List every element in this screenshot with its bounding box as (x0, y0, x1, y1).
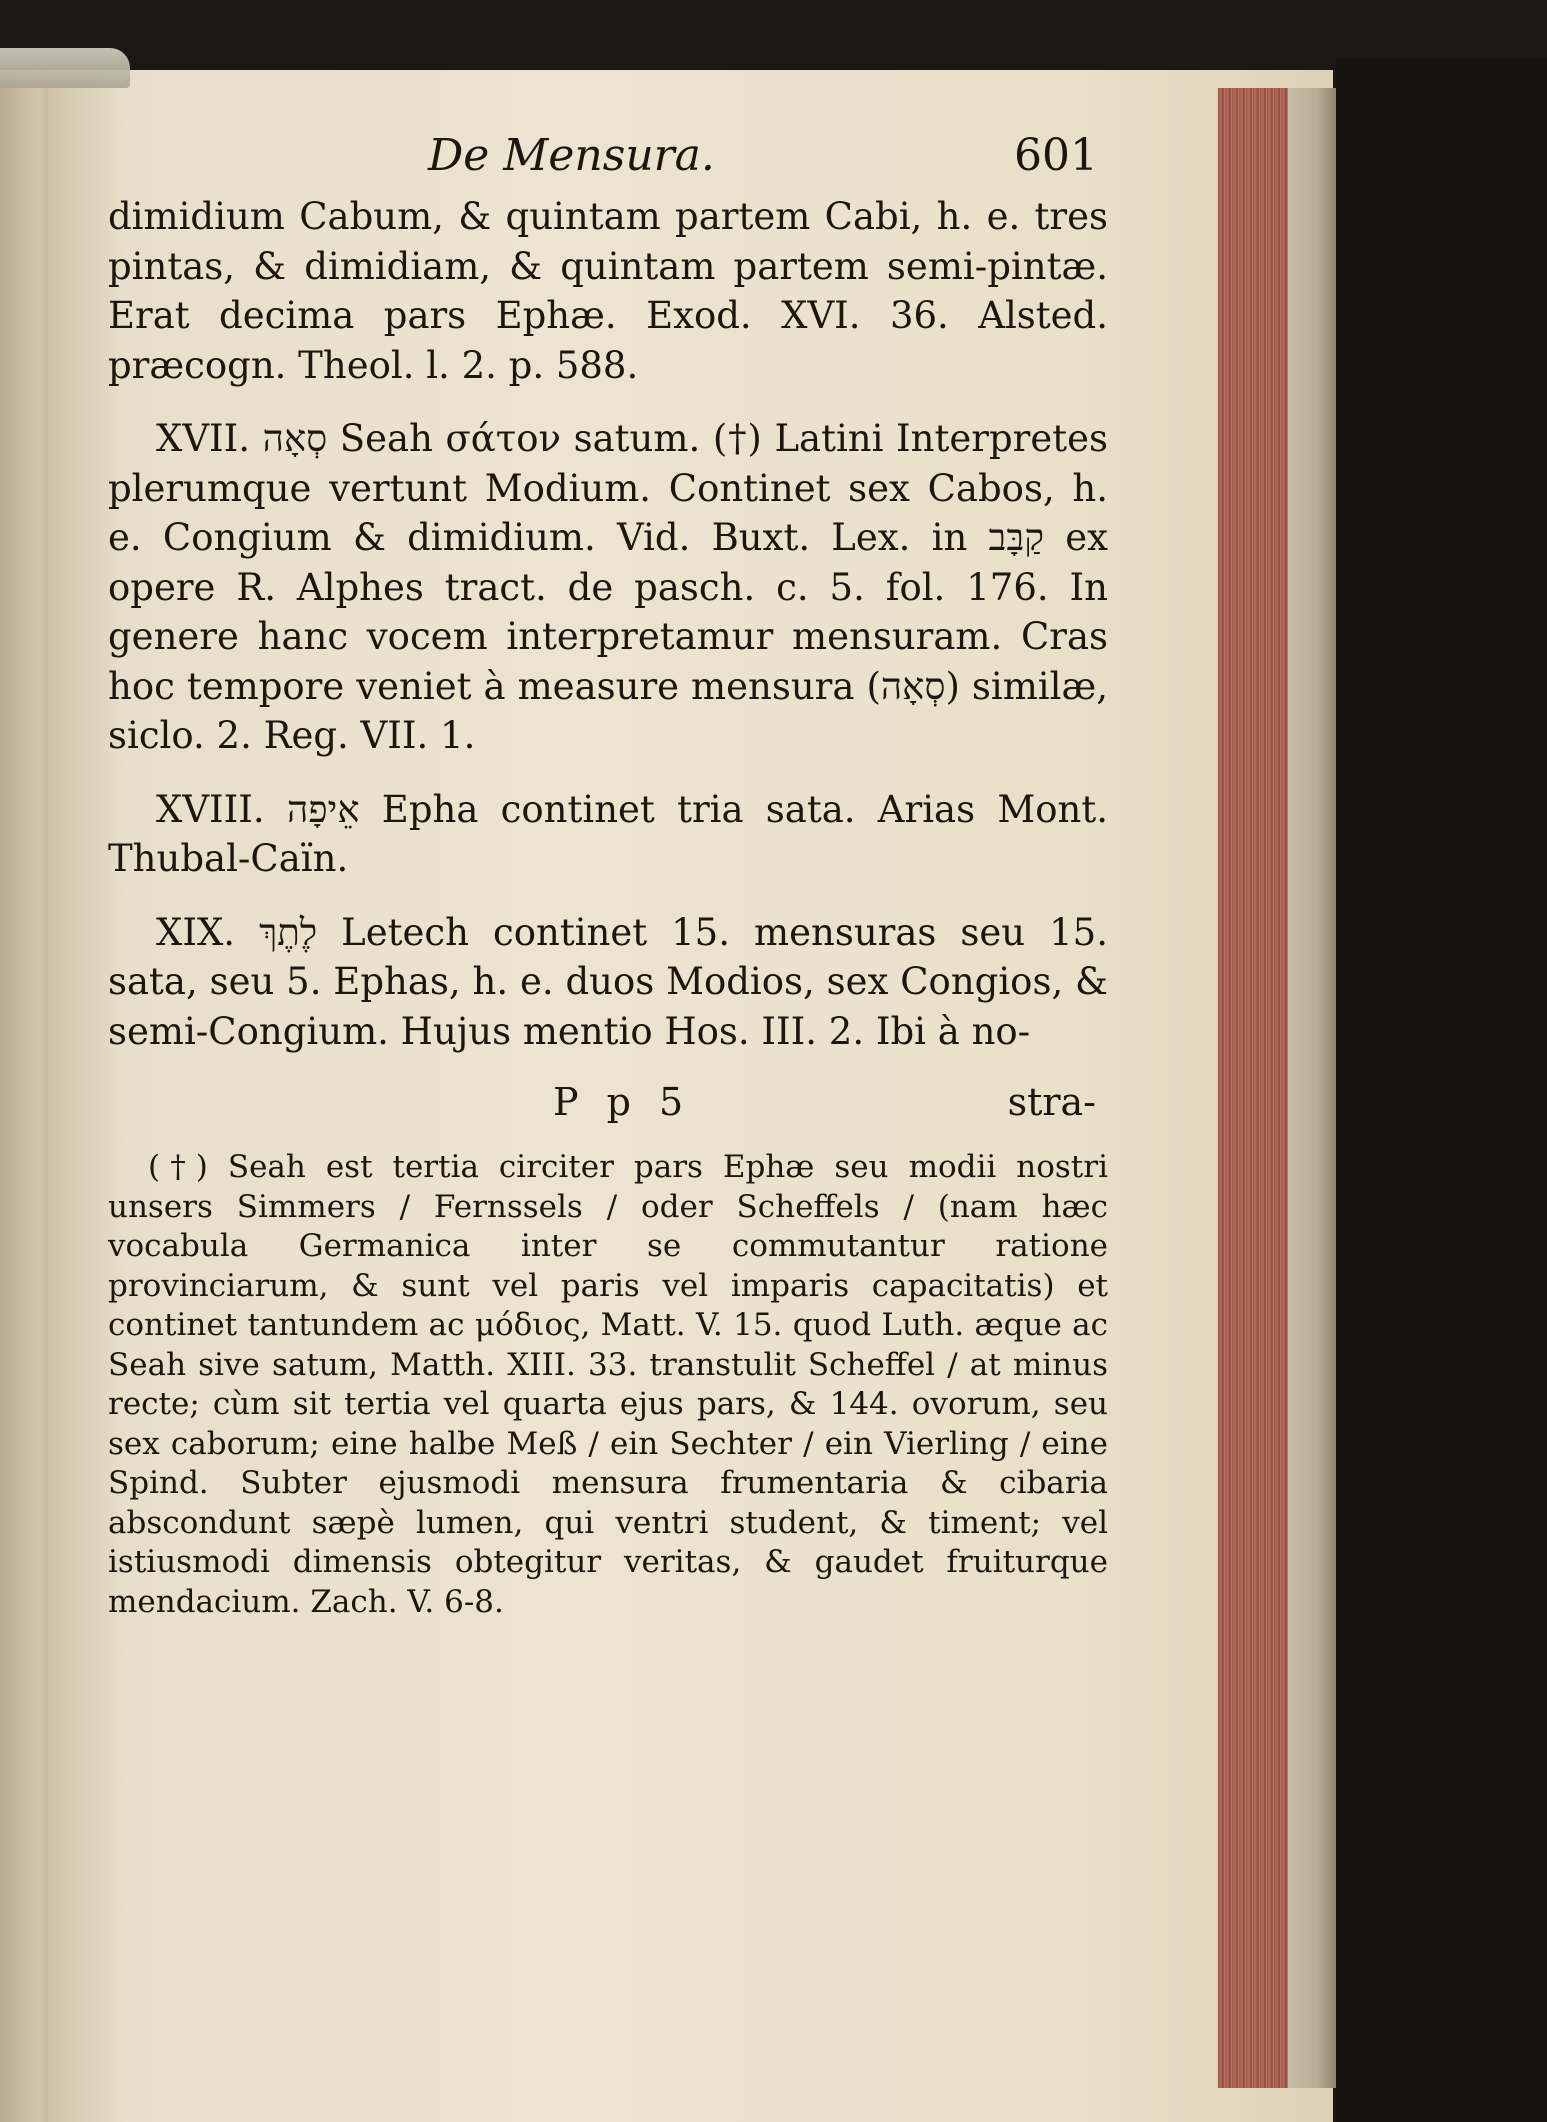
page-number: 601 (1014, 130, 1098, 181)
catchword: stra- (1007, 1080, 1096, 1124)
running-header (108, 130, 1108, 186)
main-text (108, 192, 1108, 1056)
paragraph-xix: XIX. לֶתֶךְ Letech continet 15. mensuras seu 15. sata, seu 5. Ephas, h. e. duos Modios, sex Congios, & semi-Congium. Hujus mentio Hos. III. 2. Ibi à no- (108, 910, 1108, 1053)
page-footer-line (108, 1080, 1108, 1126)
page-edges (1218, 88, 1288, 2088)
bookmark-ribbon (0, 48, 130, 88)
running-title: De Mensura. (428, 130, 715, 181)
footnote (108, 1148, 1108, 1622)
paragraph-xvii: XVII. סְאָה Seah σάτον satum. (†) Latini Interpretes plerumque vertunt Modium. Continet sex Cabos, h. e. Congium & dimidium. Vid. Buxt. Lex. in קַבָּב ex opere R. Alphes tract. de pasch. c. 5. fol. 176. In genere hanc vocem interpretamur mensuram. Cras hoc tempore veniet à measure mensura (סְאָה) similæ, siclo. 2. Reg. VII. 1. (108, 417, 1109, 757)
paragraph-xviii: XVIII. אֵיפָה Epha continet tria sata. Arias Mont. Thubal-Caïn. (108, 787, 1108, 880)
page-edges-shade (1288, 88, 1336, 2088)
book-cover-background (1336, 58, 1547, 2122)
text-block (108, 130, 1108, 1622)
paragraph-continuation: dimidium Cabum, & quintam partem Cabi, h. e. tres pintas, & dimidiam, & quintam partem semi-pintæ. Erat decima pars Ephæ. Exod. XVI. 36. Alsted. præcogn. Theol. l. 2. p. 588. (108, 195, 1108, 387)
footnote-separator (108, 1126, 1108, 1148)
footnote-text: (†) Seah est tertia circiter pars Ephæ seu modii nostri unsers Simmers / Fernssels / oder Scheffels / (nam hæc vocabula Germanica inter se commutantur ratione provinciarum, & sunt vel paris vel imparis capacitatis) et continet tantundem ac μόδιος, Matt. V. 15. quod Luth. æque ac Seah sive satum, Matth. XIII. 33. transtulit Scheffel / at minus recte; cùm sit tertia vel quarta ejus pars, & 144. ovorum, seu sex caborum; eine halbe Meß / ein Sechter / ein Vierling / eine Spind. Subter ejusmodi mensura frumentaria & cibaria abscondunt sæpè lumen, qui ventri student, & timent; vel istiusmodi dimensis obtegitur veritas, & gaudet fruiturque mendacium. Zach. V. 6-8. (108, 1149, 1108, 1620)
signature-mark: P p 5 (553, 1080, 692, 1124)
